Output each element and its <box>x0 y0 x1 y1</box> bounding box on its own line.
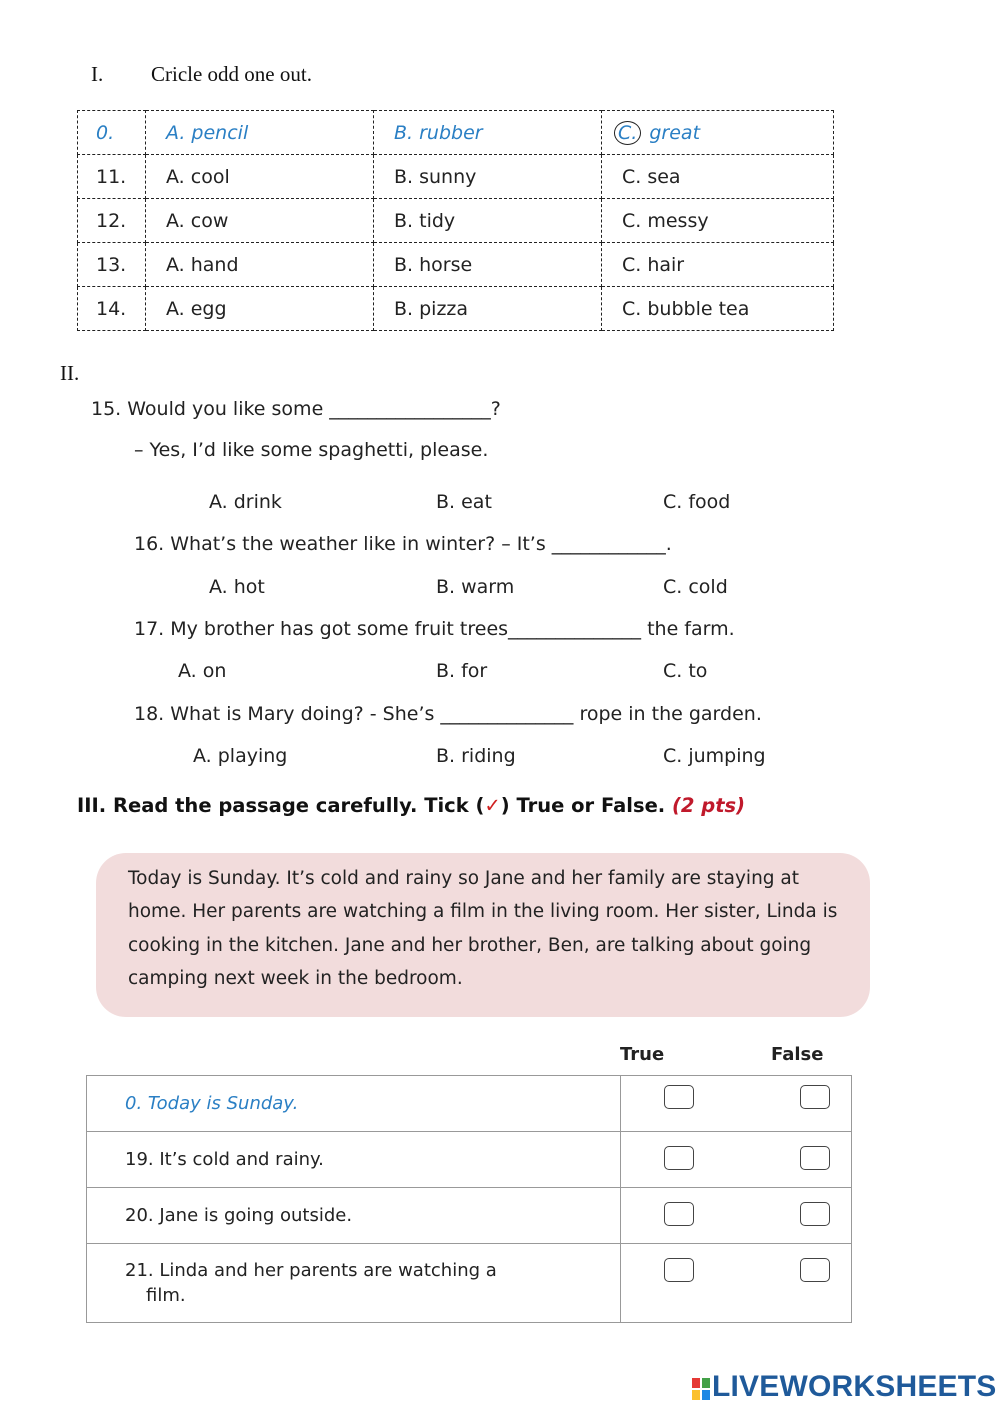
tick-icon: ✓ <box>484 794 501 817</box>
row-number: 13. <box>78 243 146 287</box>
row-number: 12. <box>78 199 146 243</box>
false-checkbox[interactable] <box>800 1085 830 1109</box>
logo-square-2 <box>702 1378 710 1388</box>
answer-cell <box>621 1244 852 1323</box>
statement: 20. Jane is going outside. <box>87 1188 621 1244</box>
answer-cell <box>621 1188 852 1244</box>
true-checkbox[interactable] <box>664 1258 694 1282</box>
statement: 0. Today is Sunday. <box>87 1076 621 1132</box>
row-number: 0. <box>78 111 146 155</box>
answer-cell <box>621 1132 852 1188</box>
option-c <box>602 111 834 155</box>
table-row <box>78 287 834 331</box>
table-row <box>78 243 834 287</box>
option-c[interactable]: C. messy <box>602 199 834 243</box>
false-checkbox[interactable] <box>800 1258 830 1282</box>
section2-numeral: II. <box>60 361 80 385</box>
heading-end: ) True or False. <box>500 794 666 817</box>
option-c[interactable]: C. hair <box>602 243 834 287</box>
true-column-header: True <box>620 1044 665 1065</box>
odd-one-out-table <box>77 110 834 331</box>
table-row <box>87 1244 852 1323</box>
option-b: B. rubber <box>374 111 602 155</box>
table-row <box>78 111 834 155</box>
table-row <box>87 1132 852 1188</box>
question-17: 17. My brother has got some fruit trees______________ the farm. <box>134 618 735 640</box>
option-b[interactable]: B. pizza <box>374 287 602 331</box>
heading-start: III. Read the passage carefully. Tick ( <box>77 794 485 817</box>
option-a[interactable]: A. cool <box>146 155 374 199</box>
circled-answer: C. <box>614 121 641 145</box>
table-row <box>78 155 834 199</box>
question-15: 15. Would you like some _________________? <box>91 398 501 420</box>
q18-option-c[interactable]: C. jumping <box>663 745 766 767</box>
section1-numeral: I. <box>91 62 104 86</box>
option-c[interactable]: C. bubble tea <box>602 287 834 331</box>
question-18: 18. What is Mary doing? - She’s ______________ rope in the garden. <box>134 703 762 725</box>
option-c-word: great <box>649 121 701 144</box>
true-checbox[interactable] <box>664 1146 694 1170</box>
q15-option-a[interactable]: A. drink <box>209 491 282 513</box>
true-false-table <box>86 1075 852 1323</box>
q15-option-c[interactable]: C. food <box>663 491 731 513</box>
logo-square-3 <box>692 1390 700 1400</box>
true-checkbox[interactable] <box>664 1202 694 1226</box>
logo-square-4 <box>702 1390 710 1400</box>
option-b[interactable]: B. horse <box>374 243 602 287</box>
section1-title: Cricle odd one out. <box>151 62 312 86</box>
q16-option-b[interactable]: B. warm <box>436 576 515 598</box>
q17-option-c[interactable]: C. to <box>663 660 708 682</box>
false-column-header: False <box>771 1044 824 1065</box>
row-number: 11. <box>78 155 146 199</box>
q17-option-b[interactable]: B. for <box>436 660 488 682</box>
logo-text: LIVEWORKSHEETS <box>712 1370 997 1403</box>
q16-option-a[interactable]: A. hot <box>209 576 265 598</box>
false-checkbox[interactable] <box>800 1202 830 1226</box>
q18-option-a[interactable]: A. playing <box>193 745 288 767</box>
question-15-answer-line: – Yes, I’d like some spaghetti, please. <box>134 439 489 461</box>
option-a[interactable]: A. egg <box>146 287 374 331</box>
q18-option-b[interactable]: B. riding <box>436 745 516 767</box>
table-row <box>78 199 834 243</box>
section3-heading <box>77 794 745 817</box>
q17-option-a[interactable]: A. on <box>178 660 227 682</box>
q16-option-c[interactable]: C. cold <box>663 576 728 598</box>
option-c[interactable]: C. sea <box>602 155 834 199</box>
true-checkbox[interactable] <box>664 1085 694 1109</box>
answer-cell <box>621 1076 852 1132</box>
statement-line-2: film. <box>146 1285 186 1306</box>
q15-option-b[interactable]: B. eat <box>436 491 492 513</box>
statement-line-1: 21. Linda and her parents are watching a <box>125 1260 497 1281</box>
option-a[interactable]: A. cow <box>146 199 374 243</box>
table-row <box>87 1188 852 1244</box>
statement <box>87 1244 621 1323</box>
passage-text: Today is Sunday. It’s cold and rainy so Jane and her family are staying at home. Her parents are watching a film in the living room. Her sister, Linda is cooking in the kitchen. Jane and her brother, Ben, are talking about going camping next week in the bedroom. <box>128 868 838 989</box>
option-b[interactable]: B. sunny <box>374 155 602 199</box>
option-a[interactable]: A. hand <box>146 243 374 287</box>
table-row <box>87 1076 852 1132</box>
option-b[interactable]: B. tidy <box>374 199 602 243</box>
option-a: A. pencil <box>146 111 374 155</box>
question-16: 16. What’s the weather like in winter? – It’s ____________. <box>134 533 672 555</box>
row-number: 14. <box>78 287 146 331</box>
logo-square-1 <box>692 1378 700 1388</box>
statement: 19. It’s cold and rainy. <box>87 1132 621 1188</box>
false-checkbox[interactable] <box>800 1146 830 1170</box>
logo-grid-icon <box>692 1378 710 1400</box>
points-label: (2 pts) <box>672 794 746 817</box>
